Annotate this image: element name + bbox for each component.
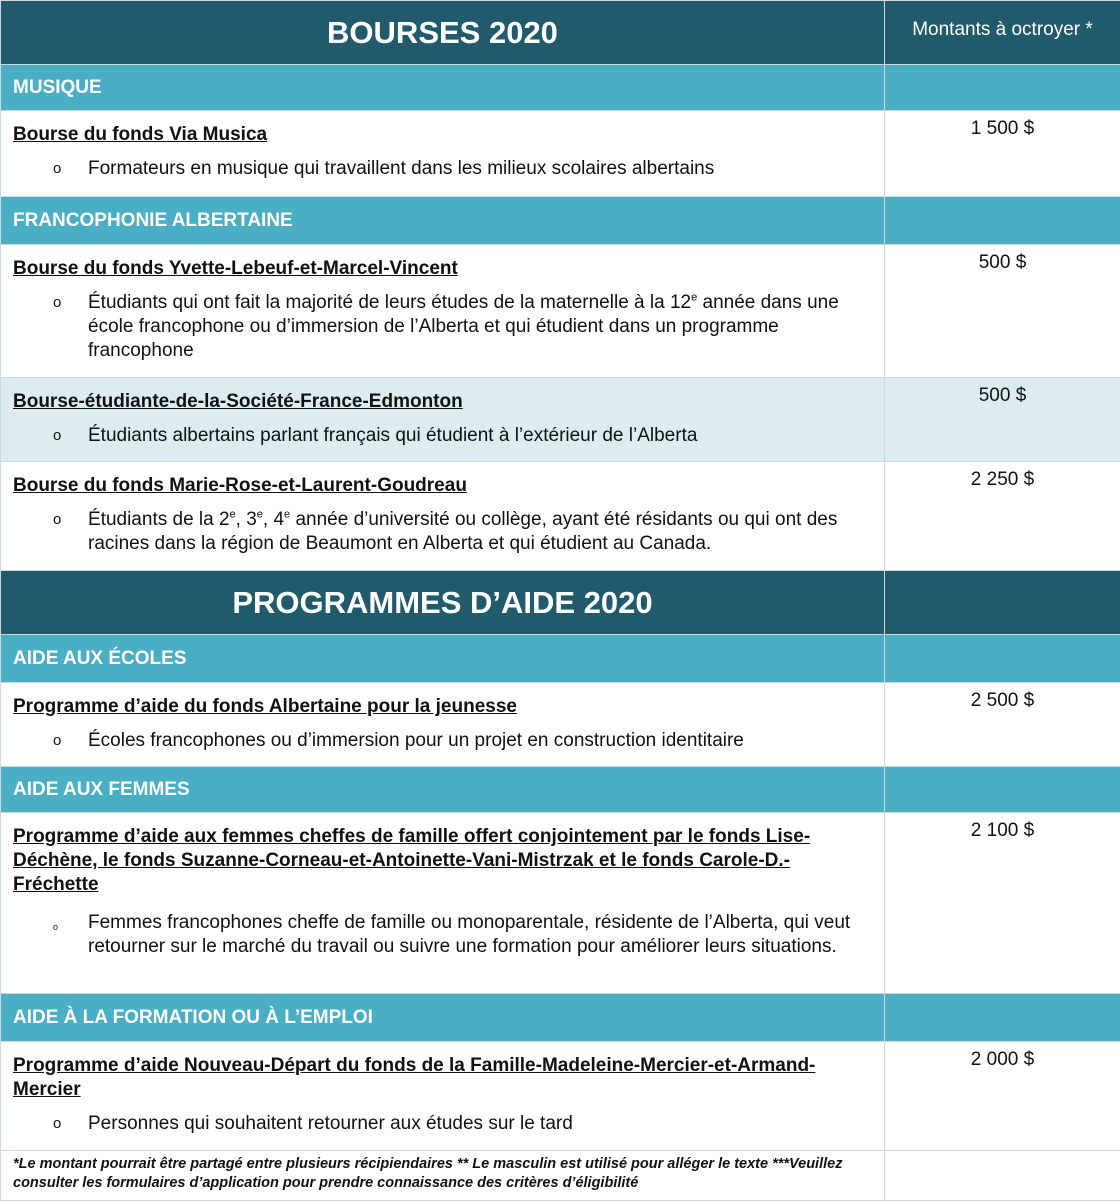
list-item xyxy=(13,1112,872,1136)
table-row xyxy=(1,245,1120,378)
list-item xyxy=(13,424,872,448)
bullet-icon: o xyxy=(13,911,88,959)
bullet-icon: o xyxy=(13,729,88,753)
table-row xyxy=(1,683,1120,767)
amount-value: 2 500 $ xyxy=(885,683,1120,767)
scholarship-title: Bourse du fonds Marie-Rose-et-Laurent-Goudreau xyxy=(13,474,872,498)
amount-value: 500 $ xyxy=(885,245,1120,378)
list-item xyxy=(13,291,872,363)
category-label: AIDE À LA FORMATION OU À L’EMPLOI xyxy=(1,994,885,1042)
program-title: Programme d’aide Nouveau-Départ du fonds de la Famille-Madeleine-Mercier-et-Armand-Mercier xyxy=(13,1054,872,1102)
category-label: MUSIQUE xyxy=(1,65,885,111)
category-label: AIDE AUX FEMMES xyxy=(1,767,885,813)
bullet-icon: o xyxy=(13,157,88,181)
category-row-femmes xyxy=(1,767,1120,813)
category-label: AIDE AUX ÉCOLES xyxy=(1,635,885,683)
table-row xyxy=(1,1042,1120,1151)
amount-value: 500 $ xyxy=(885,378,1120,462)
scholarship-title: Bourse du fonds Yvette-Lebeuf-et-Marcel-Vincent xyxy=(13,257,872,281)
scholarship-description: Étudiants albertains parlant français qui étudient à l’extérieur de l’Alberta xyxy=(88,424,872,448)
bourses-header-row xyxy=(1,1,1120,65)
amount-value: 2 250 $ xyxy=(885,462,1120,571)
scholarship-title: Bourse-étudiante-de-la-Société-France-Edmonton xyxy=(13,390,872,414)
category-row-francophonie xyxy=(1,197,1120,245)
category-row-formation xyxy=(1,994,1120,1042)
list-item xyxy=(13,729,872,753)
amount-value: 1 500 $ xyxy=(885,111,1120,197)
scholarship-title: Bourse du fonds Via Musica xyxy=(13,123,872,147)
bourses-title: BOURSES 2020 xyxy=(1,1,885,65)
program-title: Programme d’aide du fonds Albertaine pour la jeunesse xyxy=(13,695,872,719)
list-item xyxy=(13,508,872,556)
footnote-row xyxy=(1,1151,1120,1201)
amount-value: 2 100 $ xyxy=(885,813,1120,994)
category-row-ecoles xyxy=(1,635,1120,683)
footnote: *Le montant pourrait être partagé entre plusieurs récipiendaires ** Le masculin est utilisé pour alléger le texte ***Veuillez consulter les formulaires d’application pour prendre connaissance des critères d’éligibilité xyxy=(1,1151,885,1201)
scholarship-description: Étudiants de la 2e, 3e, 4e année d’université ou collège, ayant été résidants ou qui ont des racines dans la région de Beaumont en Alberta et qui étudient au Canada. xyxy=(88,508,872,556)
program-description: Femmes francophones cheffe de famille ou monoparentale, résidente de l’Alberta, qui veut retourner sur le marché du travail ou suivre une formation pour améliorer leurs situations. xyxy=(88,911,872,959)
scholarship-description: Étudiants qui ont fait la majorité de leurs études de la maternelle à la 12e année dans une école francophone ou d’immersion de l’Alberta et qui étudient dans un programme francophone xyxy=(88,291,872,363)
program-description: Personnes qui souhaitent retourner aux études sur le tard xyxy=(88,1112,872,1136)
category-label: FRANCOPHONIE ALBERTAINE xyxy=(1,197,885,245)
list-item xyxy=(13,157,872,181)
bullet-icon: o xyxy=(13,424,88,448)
scholarship-description: Formateurs en musique qui travaillent dans les milieux scolaires albertains xyxy=(88,157,872,181)
list-item xyxy=(13,911,872,959)
bullet-icon: o xyxy=(13,508,88,556)
programmes-title: PROGRAMMES D’AIDE 2020 xyxy=(1,571,885,635)
program-title: Programme d’aide aux femmes cheffes de famille offert conjointement par le fonds Lise-Déchène, le fonds Suzanne-Corneau-et-Antoinette-Vani-Mistrzak et le fonds Carole-D.-Fréchette xyxy=(13,825,872,897)
amount-column-header: Montants à octroyer * xyxy=(885,1,1120,65)
program-description: Écoles francophones ou d’immersion pour un projet en construction identitaire xyxy=(88,729,872,753)
programmes-header-row xyxy=(1,571,1120,635)
category-row-musique xyxy=(1,65,1120,111)
table-row xyxy=(1,111,1120,197)
bullet-icon: o xyxy=(13,291,88,363)
amount-value: 2 000 $ xyxy=(885,1042,1120,1151)
table-row xyxy=(1,462,1120,571)
table-row xyxy=(1,813,1120,994)
bullet-icon: o xyxy=(13,1112,88,1136)
table-row xyxy=(1,378,1120,462)
